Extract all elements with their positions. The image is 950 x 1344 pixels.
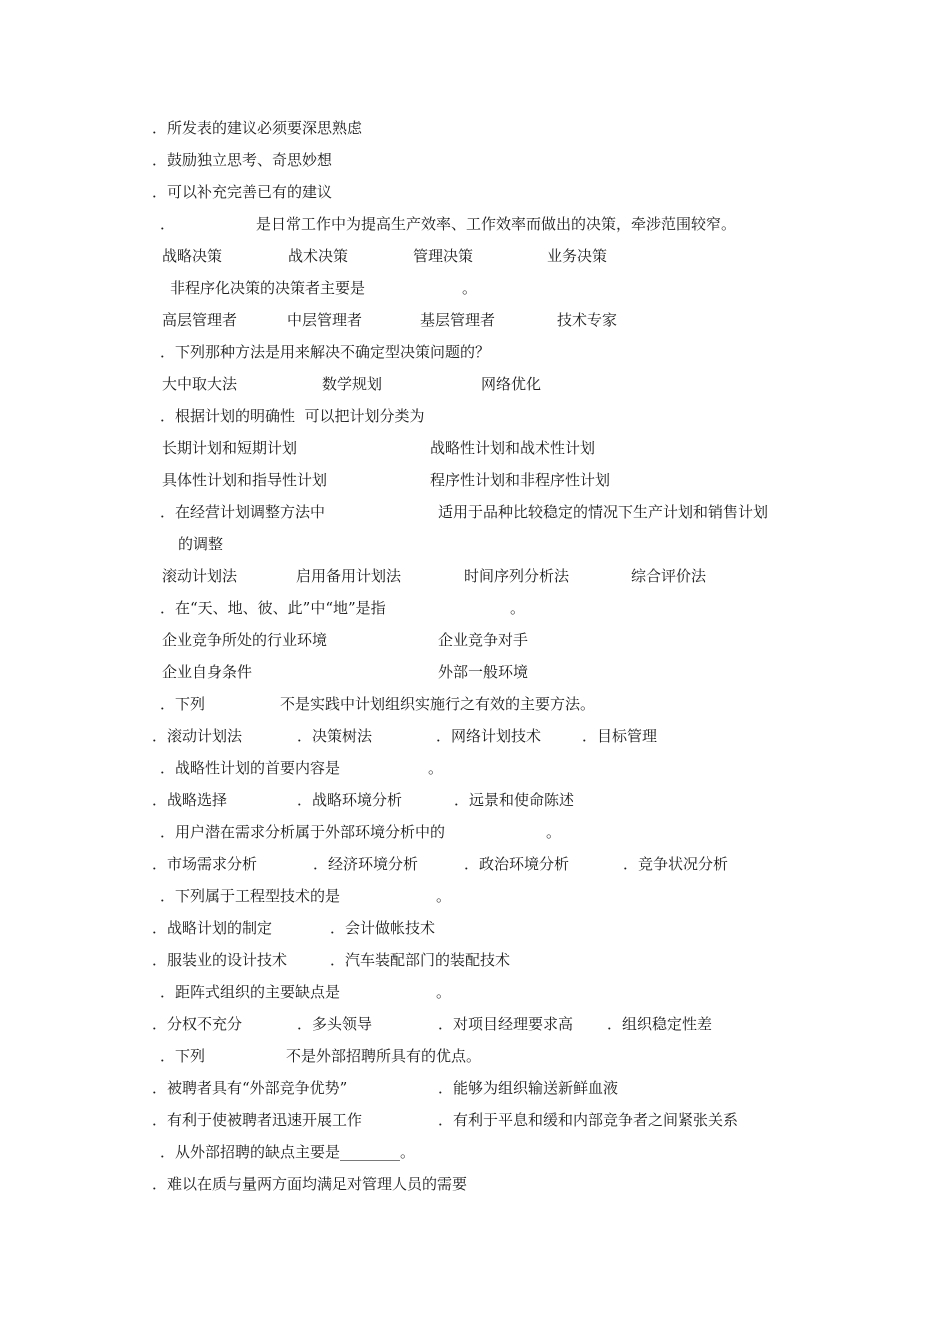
text-line bbox=[0, 724, 950, 748]
text-segment: ．战略计划的制定 bbox=[152, 919, 273, 937]
text-segment: ．竞争状况分析 bbox=[623, 855, 729, 873]
text-segment: 战略决策 bbox=[162, 247, 223, 265]
text-line bbox=[0, 468, 950, 492]
text-line bbox=[0, 820, 950, 844]
text-segment: ．服装业的设计技术 bbox=[152, 951, 288, 969]
text-line bbox=[0, 564, 950, 588]
text-segment: ．难以在质与量两方面均满足对管理人员的需要 bbox=[152, 1175, 468, 1193]
text-segment: 。 bbox=[436, 887, 452, 905]
text-line bbox=[0, 436, 950, 460]
text-segment: ．决策树法 bbox=[297, 727, 373, 745]
text-segment: ．能够为组织输送新鲜血液 bbox=[438, 1079, 619, 1097]
text-segment: 具体性计划和指导性计划 bbox=[162, 471, 328, 489]
text-line bbox=[0, 1108, 950, 1132]
text-line bbox=[0, 916, 950, 940]
text-segment: ．距阵式组织的主要缺点是 bbox=[160, 983, 341, 1001]
text-line bbox=[0, 1012, 950, 1036]
text-line bbox=[0, 1172, 950, 1196]
text-line bbox=[0, 212, 950, 236]
text-segment: 中层管理者 bbox=[287, 311, 363, 329]
text-segment: ．用户潜在需求分析属于外部环境分析中的 bbox=[160, 823, 446, 841]
text-segment: 战略性计划和战术性计划 bbox=[430, 439, 596, 457]
text-segment: ．下列属于工程型技术的是 bbox=[160, 887, 341, 905]
text-segment: ．组织稳定性差 bbox=[607, 1015, 713, 1033]
text-segment: ．有利于使被聘者迅速开展工作 bbox=[152, 1111, 363, 1129]
text-line bbox=[0, 596, 950, 620]
text-segment: ．从外部招聘的缺点主要是________。 bbox=[160, 1143, 416, 1161]
text-segment: 基层管理者 bbox=[420, 311, 496, 329]
text-segment: ．汽车装配部门的装配技术 bbox=[330, 951, 511, 969]
text-segment: ．经济环境分析 bbox=[313, 855, 419, 873]
text-segment: ．战略环境分析 bbox=[297, 791, 403, 809]
text-segment: 企业竞争所处的行业环境 bbox=[162, 631, 328, 649]
text-segment: ． bbox=[160, 215, 176, 233]
text-segment: 的调整 bbox=[178, 535, 224, 553]
text-segment: 网络优化 bbox=[481, 375, 542, 393]
text-line bbox=[0, 532, 950, 556]
text-segment: 适用于品种比较稳定的情况下生产计划和销售计划 bbox=[438, 503, 769, 521]
text-segment: 。 bbox=[428, 759, 444, 777]
text-segment: ．战略性计划的首要内容是 bbox=[160, 759, 341, 777]
text-line bbox=[0, 148, 950, 172]
text-line bbox=[0, 1044, 950, 1068]
text-segment: ．多头领导 bbox=[297, 1015, 373, 1033]
text-segment: 高层管理者 bbox=[162, 311, 238, 329]
text-segment: 。 bbox=[462, 279, 478, 297]
text-line bbox=[0, 660, 950, 684]
text-segment: ．政治环境分析 bbox=[464, 855, 570, 873]
text-segment: 综合评价法 bbox=[631, 567, 707, 585]
text-line bbox=[0, 788, 950, 812]
text-line bbox=[0, 1076, 950, 1100]
text-segment: ．市场需求分析 bbox=[152, 855, 258, 873]
text-segment: ．目标管理 bbox=[582, 727, 658, 745]
text-line bbox=[0, 340, 950, 364]
text-line bbox=[0, 116, 950, 140]
text-segment: 。 bbox=[510, 599, 526, 617]
text-line bbox=[0, 692, 950, 716]
text-line bbox=[0, 852, 950, 876]
text-segment: ．下列 bbox=[160, 695, 206, 713]
text-line bbox=[0, 308, 950, 332]
text-segment: ．根据计划的明确性 可以把计划分类为 bbox=[160, 407, 425, 425]
text-segment: 是日常工作中为提高生产效率、工作效率而做出的决策，牵涉范围较窄。 bbox=[256, 215, 737, 233]
text-line bbox=[0, 756, 950, 780]
text-line bbox=[0, 628, 950, 652]
text-segment: ．下列那种方法是用来解决不确定型决策问题的？ bbox=[160, 343, 491, 361]
text-segment: ．会计做帐技术 bbox=[330, 919, 436, 937]
text-segment: 管理决策 bbox=[413, 247, 474, 265]
text-segment: 长期计划和短期计划 bbox=[162, 439, 298, 457]
text-segment: ．被聘者具有“外部竞争优势” bbox=[152, 1079, 348, 1097]
text-line bbox=[0, 948, 950, 972]
text-segment: ．远景和使命陈述 bbox=[454, 791, 575, 809]
text-segment: 滚动计划法 bbox=[162, 567, 238, 585]
text-segment: ．战略选择 bbox=[152, 791, 228, 809]
text-line bbox=[0, 980, 950, 1004]
text-segment: ．所发表的建议必须要深思熟虑 bbox=[152, 119, 363, 137]
text-segment: 技术专家 bbox=[557, 311, 618, 329]
text-line bbox=[0, 244, 950, 268]
text-segment: 启用备用计划法 bbox=[296, 567, 402, 585]
text-segment: 外部一般环境 bbox=[438, 663, 529, 681]
text-segment: 不是外部招聘所具有的优点。 bbox=[286, 1047, 482, 1065]
text-line bbox=[0, 1140, 950, 1164]
text-segment: 战术决策 bbox=[288, 247, 349, 265]
text-segment: ．在经营计划调整方法中 bbox=[160, 503, 326, 521]
text-segment: ．网络计划技术 bbox=[436, 727, 542, 745]
text-segment: ．对项目经理要求高 bbox=[438, 1015, 574, 1033]
text-line bbox=[0, 276, 950, 300]
text-segment: 企业自身条件 bbox=[162, 663, 253, 681]
text-segment: 时间序列分析法 bbox=[464, 567, 570, 585]
text-segment: ．鼓励独立思考、奇思妙想 bbox=[152, 151, 333, 169]
text-line bbox=[0, 884, 950, 908]
text-segment: 。 bbox=[546, 823, 562, 841]
text-segment: 大中取大法 bbox=[162, 375, 238, 393]
text-segment: 业务决策 bbox=[547, 247, 608, 265]
text-segment: ．分权不充分 bbox=[152, 1015, 243, 1033]
text-segment: 不是实践中计划组织实施行之有效的主要方法。 bbox=[280, 695, 596, 713]
text-line bbox=[0, 372, 950, 396]
text-segment: 数学规划 bbox=[322, 375, 383, 393]
text-line bbox=[0, 500, 950, 524]
text-line bbox=[0, 404, 950, 428]
text-segment: 非程序化决策的决策者主要是 bbox=[170, 279, 366, 297]
text-segment: 。 bbox=[436, 983, 452, 1001]
text-segment: ．可以补充完善已有的建议 bbox=[152, 183, 333, 201]
text-segment: 企业竞争对手 bbox=[438, 631, 529, 649]
text-segment: 程序性计划和非程序性计划 bbox=[430, 471, 611, 489]
text-line bbox=[0, 180, 950, 204]
text-segment: ．下列 bbox=[160, 1047, 206, 1065]
text-segment: ．有利于平息和缓和内部竞争者之间紧张关系 bbox=[438, 1111, 739, 1129]
text-segment: ．滚动计划法 bbox=[152, 727, 243, 745]
text-segment: ．在“天、地、彼、此”中“地”是指 bbox=[160, 599, 386, 617]
